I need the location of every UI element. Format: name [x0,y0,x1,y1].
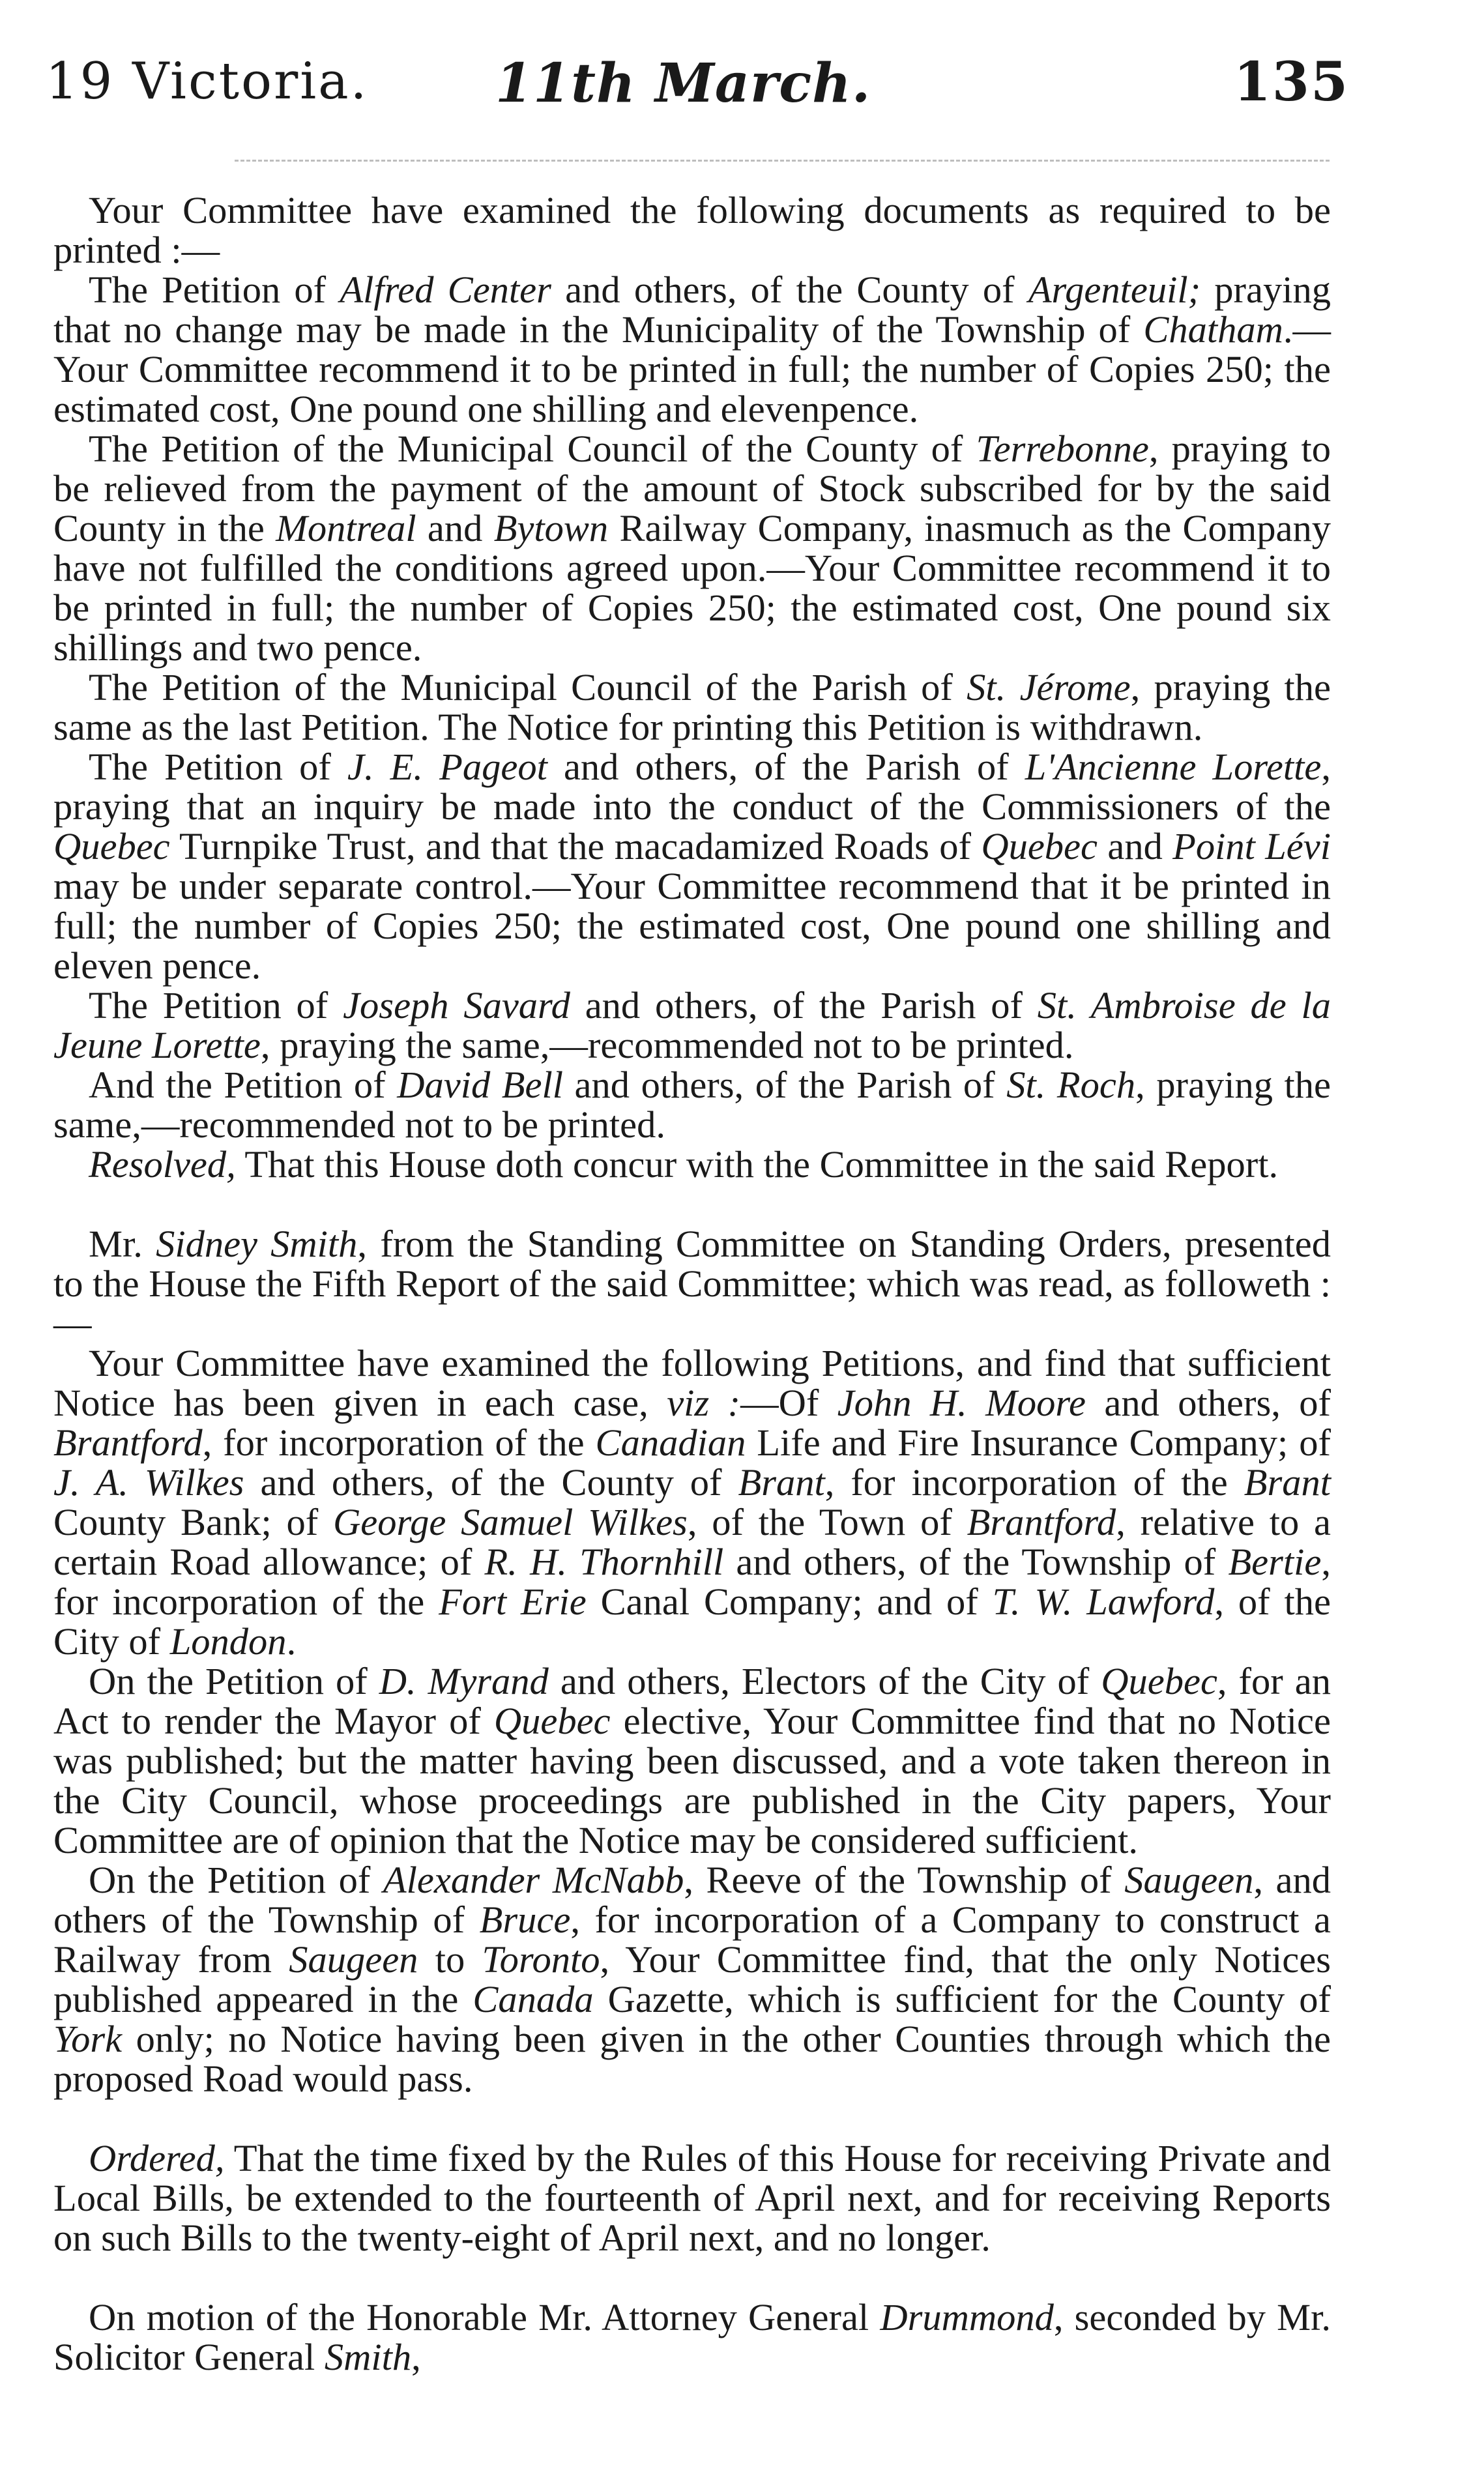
section-gap [53,2099,1331,2138]
text-run: to [418,1938,482,1981]
text-run: , for an Act to render the Mayor of [53,1660,1331,1742]
italic-run: Quebec [1101,1660,1217,1702]
text-run: . [286,1620,297,1663]
italic-run: L'Ancienne Lorette [1025,746,1322,788]
italic-run: London [169,1620,287,1663]
header-date: 11th March. [495,52,871,115]
italic-run: Canada [473,1978,594,2020]
italic-run: Saugeen [289,1938,418,1981]
standing-orders-report [53,1224,1331,2099]
text-run: , for incorporation of the [202,1421,596,1464]
text-run: , seconded by Mr. Solicitor General [53,2296,1331,2378]
text-run: , for incorporation of a Company to construct a Railway from [53,1899,1331,1981]
italic-run: Joseph Savard [343,984,570,1026]
italic-run: Sidney Smith [156,1223,358,1265]
paragraph [53,985,1331,1065]
order-private-bills [53,2138,1331,2258]
italic-run: Bruce [479,1899,571,1941]
italic-run: York [53,2018,123,2060]
italic-run: J. E. Pageot [347,746,547,788]
italic-run: Bytown [493,507,609,549]
italic-run: Toronto [482,1938,600,1981]
paragraph [53,1343,1331,1661]
text-run: elective, Your Committee find that no Notice was published; but the matter having been discussed, and a vote taken thereon in the City Council, whose proceedings are published in the City papers, Your Committee are of opinion that the Notice may be considered sufficient. [53,1700,1331,1861]
text-run: , praying that an inquiry be made into the conduct of the Commissioners of the [53,746,1331,828]
italic-run: D. Myrand [379,1660,549,1702]
text-run: only; no Notice having been given in the other Counties through which the proposed Road would pass. [53,2018,1331,2100]
italic-run: Canadian [595,1421,746,1464]
text-run: and others, of [1085,1382,1331,1424]
text-run: The Petition of the Municipal Council of the County of [89,428,976,470]
italic-run: Brantford [967,1501,1116,1543]
italic-run: Resolved, [89,1143,236,1186]
italic-run: Quebec [53,825,170,867]
italic-run: Alexander McNabb [383,1859,684,1901]
paragraph [53,2138,1331,2258]
text-run: praying that no change may be made in the Municipality of the Township of [53,269,1331,351]
paragraph [53,667,1331,747]
motion-paragraph [53,2297,1331,2377]
italic-run: Terrebonne [976,428,1149,470]
paragraph [53,2297,1331,2377]
text-run: , praying the same as the last Petition. The Notice for printing this Petition is withdrawn. [53,666,1331,748]
paragraph [53,1224,1331,1343]
text-run: That the time fixed by the Rules of this House for receiving Private and Local Bills, be extended to the fourteenth of April next, and for receiving Reports on such Bills to the twenty-eight of April next, and no longer. [53,2137,1331,2259]
text-run: , for incorporation of the [53,1541,1331,1623]
text-run: —Of [740,1382,837,1424]
italic-run: Alfred Center [340,269,551,311]
italic-run: Argenteuil; [1028,269,1201,311]
text-run: Turnpike Trust, and that the macadamized Roads of [169,825,982,867]
italic-run: R. H. Thornhill [484,1541,724,1583]
italic-run: Brant [738,1461,825,1504]
committee-report-printing [53,190,1331,1184]
page-number: 135 [1233,51,1349,113]
italic-run: St. Ambroise de la Jeune Lorette [53,984,1331,1066]
italic-run: J. A. Wilkes [53,1461,244,1504]
paragraph [53,1065,1331,1144]
italic-run: Ordered, [89,2137,225,2179]
text-run: On motion of the Honorable Mr. Attorney General [89,2296,880,2338]
text-run: Canal Company; and of [586,1580,993,1623]
text-run: , and others of the Township of [53,1859,1331,1941]
italic-run: Brantford [53,1421,203,1464]
text-run: , of the Town of [687,1501,967,1543]
italic-run: Point Lévi [1172,825,1331,867]
italic-run: viz : [667,1382,741,1424]
section-gap [53,2258,1331,2297]
paragraph [53,1860,1331,2099]
text-run: The Petition of the Municipal Council of the Parish of [89,666,967,708]
text-run: and others, of the County of [244,1461,738,1504]
text-run: and others, of the Township of [723,1541,1229,1583]
text-run: Railway Company, inasmuch as the Company have not fulfilled the conditions agreed upon.—Your Committee recommend it to be printed in full; the number of Copies 250; the estimated cost, One pound six shillings and two pence. [53,507,1331,669]
italic-run: Bertie [1228,1541,1322,1583]
text-run: , from the Standing Committee on Standing Orders, presented to the House the Fifth Report of the said Committee; which was read, as followeth :— [53,1223,1331,1345]
text-run: Your Committee have examined the following documents as required to be printed :— [53,189,1331,271]
text-run: The Petition of [89,984,343,1026]
text-run: , praying the same,—recommended not to be printed. [260,1024,1074,1066]
text-run: , of the City of [53,1580,1331,1663]
text-run: , [411,2336,421,2378]
italic-run: John H. Moore [837,1382,1086,1424]
paragraph [53,747,1331,985]
text-run: and others, Electors of the City of [548,1660,1101,1702]
italic-run: Chatham [1143,308,1283,351]
text-run: , Reeve of the Township of [684,1859,1125,1901]
text-run: and others, of the Parish of [562,1064,1007,1106]
italic-run: David Bell [397,1064,563,1106]
italic-run: Montreal [276,507,416,549]
text-run: That this House doth concur with the Committee in the said Report. [235,1143,1279,1186]
header-rule [235,160,1330,162]
text-run: , Your Committee find, that the only Notices published appeared in the [53,1938,1331,2020]
section-gap [53,1184,1331,1224]
italic-run: Smith [324,2336,412,2378]
text-run: On the Petition of [89,1660,379,1702]
text-run: , for incorporation of the [824,1461,1244,1504]
text-run: On the Petition of [89,1859,383,1901]
paragraph [53,270,1331,429]
paragraph [53,190,1331,270]
text-run: .—Your Committee recommend it to be printed in full; the number of Copies 250; the estimated cost, One pound one shilling and elevenpence. [53,308,1331,430]
text-run: and [1098,825,1173,867]
paragraph [53,1144,1331,1184]
text-run: County Bank; of [53,1501,334,1543]
text-run: Mr. [89,1223,156,1265]
text-run: Your Committee have examined the following Petitions, and find that sufficient Notice has been given in each case, [53,1342,1331,1424]
header-session: 19 Victoria. [46,52,369,111]
text-run: The Petition of [89,269,340,311]
text-run: Gazette, which is sufficient for the County of [593,1978,1331,2020]
italic-run: St. Jérome [967,666,1131,708]
italic-run: Quebec [981,825,1098,867]
text-run: Life and Fire Insurance Company; of [746,1421,1331,1464]
text-run: , praying to be relieved from the payment of the amount of Stock subscribed for by the said County in the [53,428,1331,549]
italic-run: George Samuel Wilkes [333,1501,688,1543]
italic-run: Fort Erie [439,1580,587,1623]
italic-run: Brant [1244,1461,1331,1504]
text-run: may be under separate control.—Your Committee recommend that it be printed in full; the number of Copies 250; the estimated cost, One pound one shilling and eleven pence. [53,865,1331,987]
text-run: and others, of the Parish of [570,984,1038,1026]
italic-run: T. W. Lawford [992,1580,1215,1623]
paragraph [53,1661,1331,1860]
text-run: The Petition of [89,746,347,788]
italic-run: Saugeen [1124,1859,1254,1901]
page-body [53,190,1331,2377]
paragraph [53,429,1331,667]
italic-run: Quebec [493,1700,611,1742]
text-run: and [416,507,494,549]
text-run: and others, of the County of [551,269,1028,311]
running-header [46,39,1349,137]
text-run: , praying the same,—recommended not to be printed. [53,1064,1331,1146]
text-run: And the Petition of [89,1064,398,1106]
italic-run: Drummond [880,2296,1054,2338]
text-run: and others, of the Parish of [547,746,1025,788]
italic-run: St. Roch [1006,1064,1136,1106]
text-run: , relative to a certain Road allowance; of [53,1501,1331,1583]
